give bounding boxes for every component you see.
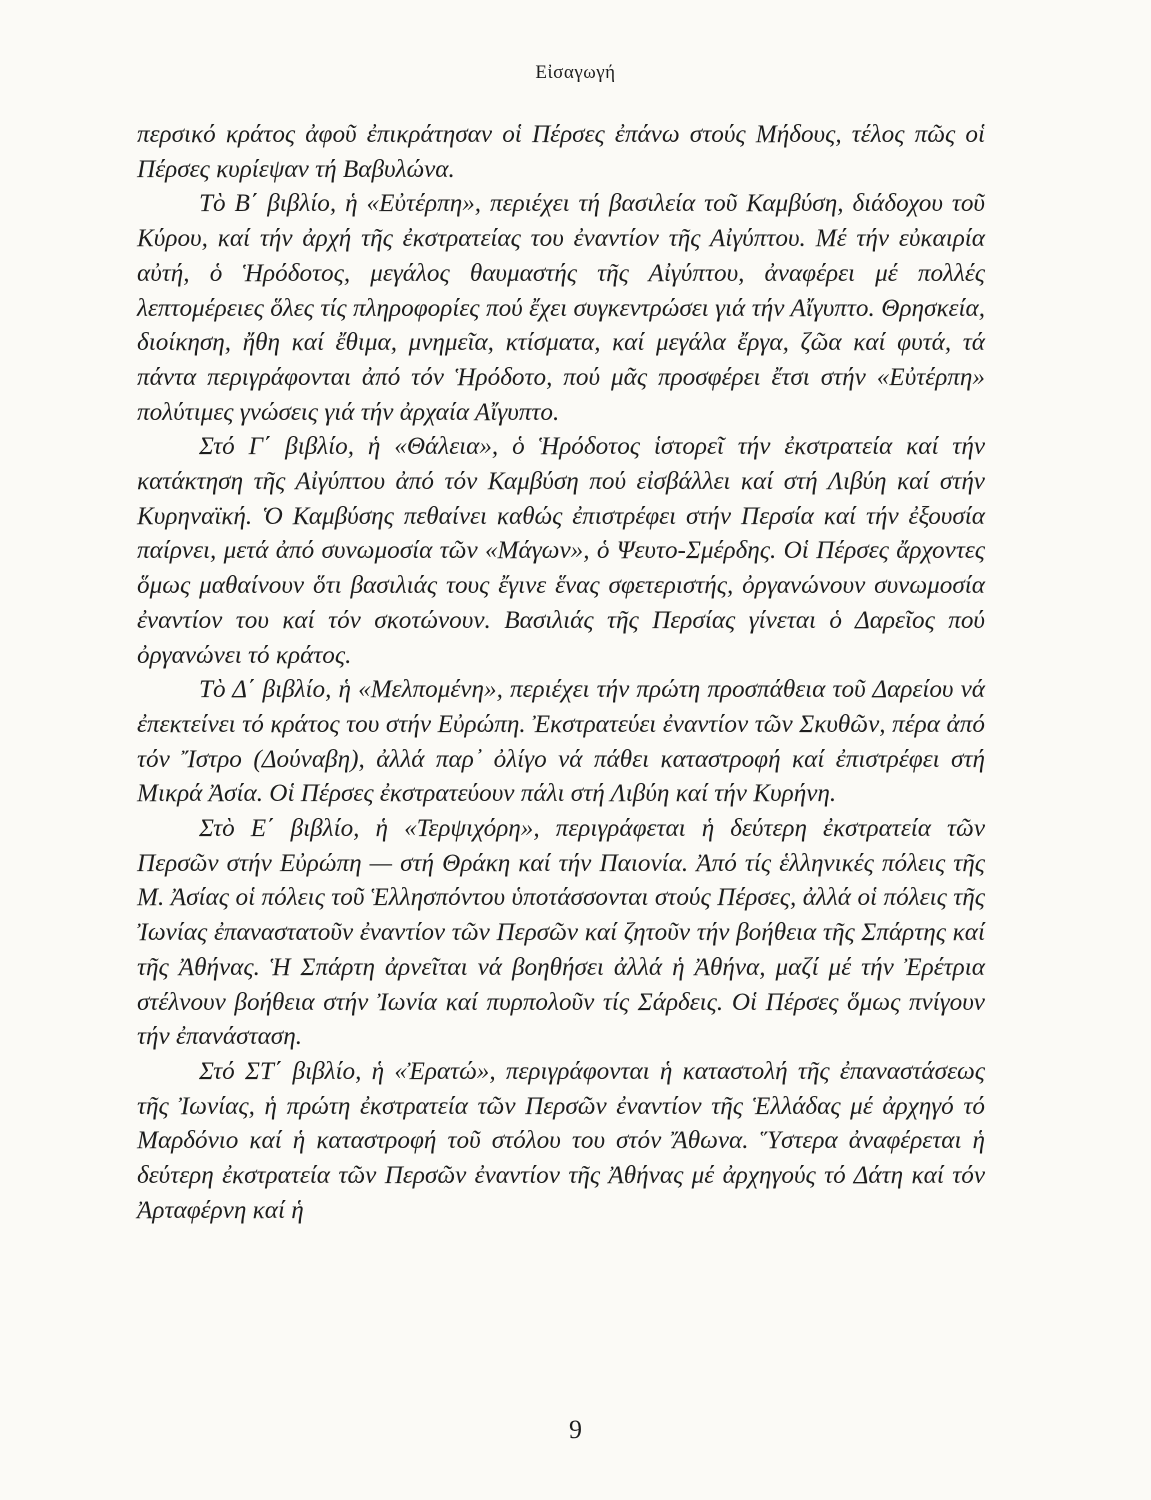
paragraph-book-st-erato: Στό ΣΤ΄ βιβλίο, ἡ «Ἐρατώ», περιγράφονται ἡ καταστολή τῆς ἐπαναστάσεως τῆς Ἰωνίας, ἡ πρώτη ἐκστρατεία τῶν Περσῶν ἐναντίον τῆς Ἑλλάδας μέ ἀρχηγό τό Μαρδόνιο καί ἡ καταστροφή τοῦ στόλου του στόν Ἄθωνα. Ὕστερα ἀναφέρεται ἡ δεύτερη ἐκστρατεία τῶν Περσῶν ἐναντίον τῆς Ἀθήνας μέ ἀρχηγούς τό Δάτη καί τόν Ἀρταφέρνη καί ἡ (137, 1057, 985, 1224)
paragraph-book-d-melpomene: Τὸ Δ΄ βιβλίο, ἡ «Μελπομένη», περιέχει τήν πρώτη προσπάθεια τοῦ Δαρείου νά ἐπεκτείνει τό κράτος του στήν Εὐρώπη. Ἐκστρατεύει ἐναντίον τῶν Σκυθῶν, πέρα ἀπό τόν Ἴστρο (Δούναβη), ἀλλά παρ᾽ ὀλίγο νά πάθει καταστροφή καί ἐπιστρέφει στή Μικρά Ἀσία. Οἱ Πέρσες ἐκστρατεύουν πάλι στή Λιβύη καί τήν Κυρήνη. (137, 676, 985, 808)
paragraph-book-e-terpsichore: Στὸ Ε΄ βιβλίο, ἡ «Τερψιχόρη», περιγράφεται ἡ δεύτερη ἐκστρατεία τῶν Περσῶν στήν Εὐρώπη — στή Θράκη καί τήν Παιονία. Ἀπό τίς ἑλληνικές πόλεις τῆς Μ. Ἀσίας οἱ πόλεις τοῦ Ἑλλησπόντου ὑποτάσσονται στούς Πέρσες, ἀλλά οἱ πόλεις τῆς Ἰωνίας ἐπαναστατοῦν ἐναντίον τῶν Περσῶν καί ζητοῦν τήν βοήθεια τῆς Σπάρτης καί τῆς Ἀθήνας. Ἡ Σπάρτη ἀρνεῖται νά βοηθήσει ἀλλά ἡ Ἀθήνα, μαζί μέ τήν Ἐρέτρια στέλνουν βοήθεια στήν Ἰωνία καί πυρπολοῦν τίς Σάρδεις. Οἱ Πέρσες ὅμως πνίγουν τήν ἐπανάσταση. (137, 815, 985, 1051)
page-number: 9 (569, 1415, 582, 1444)
body-text (137, 118, 985, 1229)
paragraph-continuation: περσικό κράτος ἀφοῦ ἐπικράτησαν οἱ Πέρσες ἐπάνω στούς Μήδους, τέλος πῶς οἱ Πέρσες κυρίεψαν τή Βαβυλώνα. (137, 121, 985, 183)
running-head: Εἰσαγωγή (535, 62, 616, 83)
paragraph-book-b-euterpe: Τὸ Β΄ βιβλίο, ἡ «Εὐτέρπη», περιέχει τή βασιλεία τοῦ Καμβύση, διάδοχου τοῦ Κύρου, καί τήν ἀρχή τῆς ἐκστρατείας του ἐναντίον τῆς Αἰγύπτου. Μέ τήν εὐκαιρία αὐτή, ὁ Ἡρόδοτος, μεγάλος θαυμαστής τῆς Αἰγύπτου, ἀναφέρει μέ πολλές λεπτομέρειες ὅλες τίς πληροφορίες πού ἔχει συγκεντρώσει γιά τήν Αἴγυπτο. Θρησκεία, διοίκηση, ἤθη καί ἔθιμα, μνημεῖα, κτίσματα, καί μεγάλα ἔργα, ζῶα καί φυτά, τά πάντα περιγράφονται ἀπό τόν Ἡρόδοτο, πού μᾶς προσφέρει ἔτσι στήν «Εὐτέρπη» πολύτιμες γνώσεις γιά τήν ἀρχαία Αἴγυπτο. (137, 190, 985, 426)
paragraph-book-c-thaleia: Στό Γ΄ βιβλίο, ἡ «Θάλεια», ὁ Ἡρόδοτος ἱστορεῖ τήν ἐκστρατεία καί τήν κατάκτηση τῆς Αἰγύπτου ἀπό τόν Καμβύση πού εἰσβάλλει καί στή Λιβύη καί στήν Κυρηναϊκή. Ὁ Καμβύσης πεθαίνει καθώς ἐπιστρέφει στήν Περσία καί τήν ἐξουσία παίρνει, μετά ἀπό συνωμοσία τῶν «Μάγων», ὁ Ψευτο-Σμέρδης. Οἱ Πέρσες ἄρχοντες ὅμως μαθαίνουν ὅτι βασιλιάς τους ἔγινε ἕνας σφετεριστής, ὀργανώνουν συνωμοσία ἐναντίον του καί τόν σκοτώνουν. Βασιλιάς τῆς Περσίας γίνεται ὁ Δαρεῖος πού ὀργανώνει τό κράτος. (137, 433, 985, 669)
